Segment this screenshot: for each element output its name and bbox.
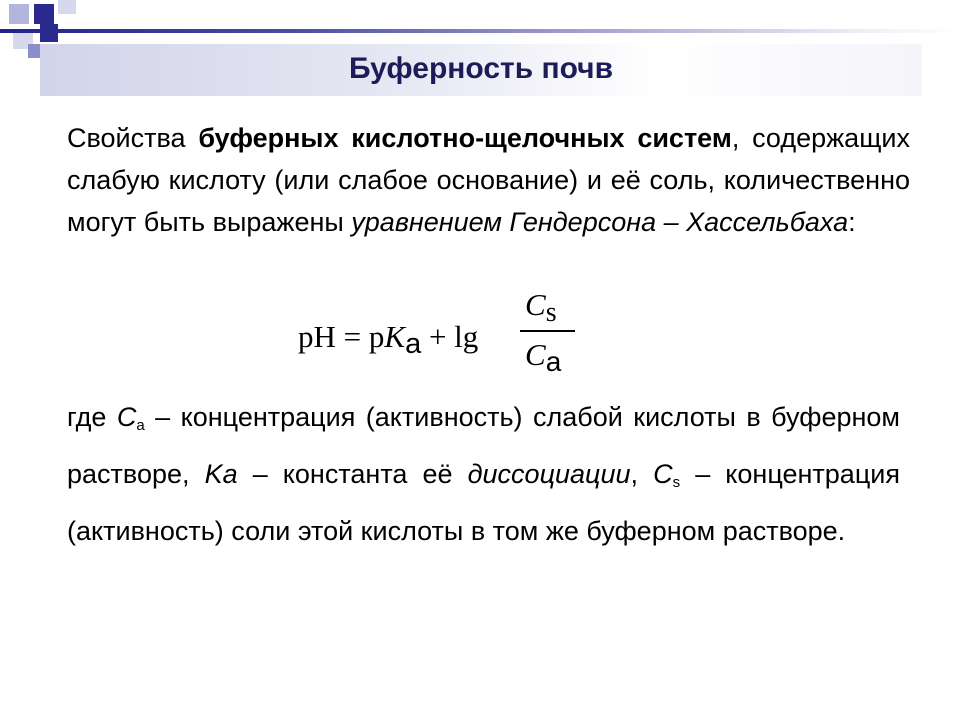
def-text-1: где [67,402,117,432]
denominator-subscript: a [545,346,562,377]
intro-text-2: , содержащих слабую кислоту (или слабое основание) и её соль, количественно могут быть выражены [67,123,910,237]
intro-italic-term: уравнением Гендерсона – Хассельбаха [351,207,849,237]
header-gradient-bar [0,29,960,33]
def-text-5: – концентрация (активность) соли этой кислоты в том же буферном растворе. [67,459,900,546]
numerator-c: C [525,287,546,322]
formula-denominator [525,337,561,378]
def-text-3: – константа её [237,459,468,489]
def-cs-subscript: s [672,474,681,491]
intro-text-1: Свойства [67,123,199,153]
denominator-c: C [525,337,546,372]
numerator-subscript: s [545,297,557,328]
def-ka: Ka [204,459,238,489]
intro-bold-term: буферных кислотно-щелочных систем [198,123,732,153]
deco-square-1 [9,4,29,24]
deco-square-4 [40,24,58,42]
deco-square-2 [34,4,54,24]
henderson-hasselbalch-formula [298,285,618,385]
deco-square-3 [58,0,76,14]
definitions-paragraph [67,393,900,556]
def-italic-dissociation: диссоциации [467,459,631,489]
def-ca: C [116,402,137,432]
formula-lg: + lg [421,319,479,354]
fraction-bar [520,330,575,332]
def-text-2: – концентрация (активность) слабой кислоты в буферном растворе, [67,402,900,489]
formula-left-side [298,319,478,361]
def-text-4: , [630,459,654,489]
slide-title: Буферность почв [348,52,614,85]
intro-text-3: : [848,207,856,237]
formula-ph: pH = p [298,319,385,354]
formula-k-subscript: a [405,328,422,360]
intro-paragraph [67,117,910,243]
formula-numerator [525,287,557,329]
def-cs: C [653,459,673,489]
formula-k: K [384,319,406,354]
def-ca-subscript: a [136,417,145,434]
